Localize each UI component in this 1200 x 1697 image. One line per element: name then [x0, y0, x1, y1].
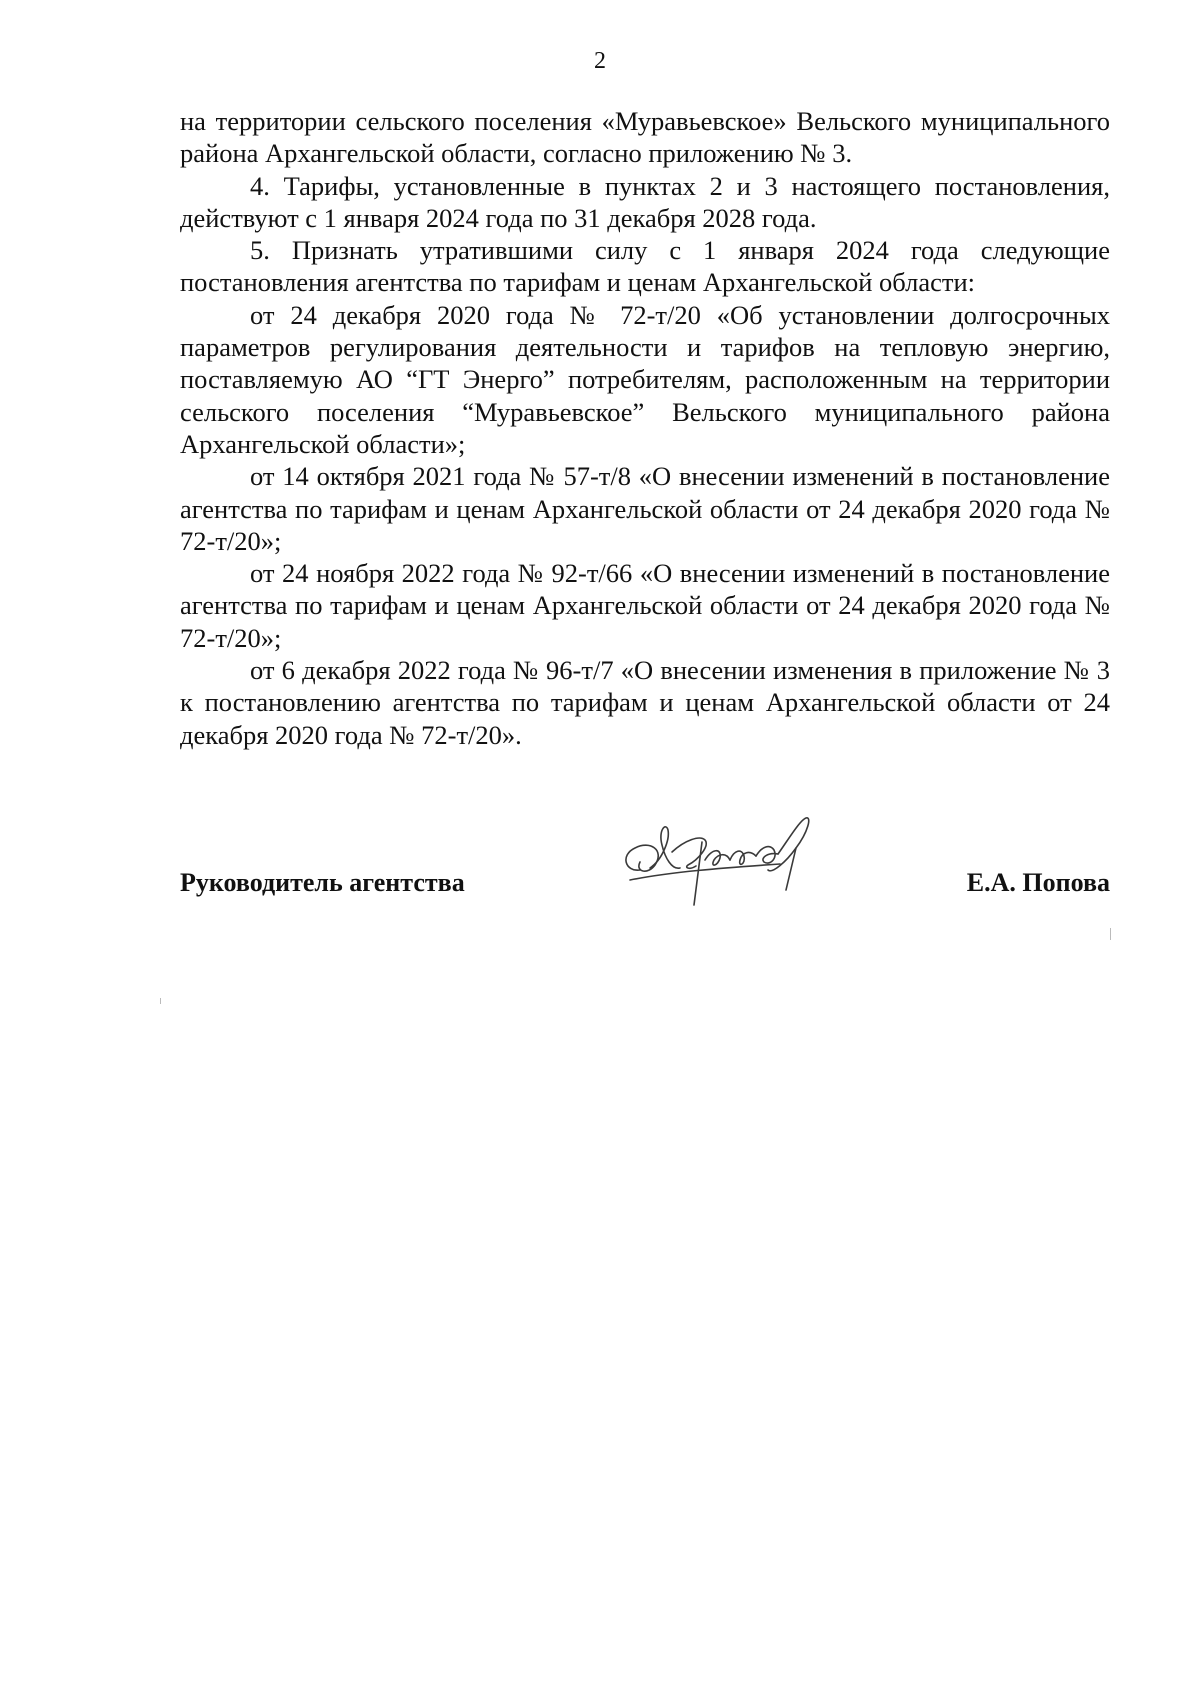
signatory-name: Е.А. Попова: [966, 868, 1110, 897]
repealed-resolution-3: от 24 ноября 2022 года № 92-т/66 «О внесении изменений в постановление агентства по тарифам и ценам Архангельской области от 24 декабря 2020 года № 72-т/20»;: [180, 558, 1110, 653]
signatory-position: Руководитель агентства: [180, 868, 465, 897]
signature-block: [180, 790, 1110, 910]
repealed-resolution-1: от 24 декабря 2020 года № 72-т/20 «Об установлении долгосрочных параметров регулирования деятельности и тарифов на тепловую энергию, поставляемую АО “ГТ Энерго” потребителям, расположенным на территории сельского поселения “Муравьевское” Вельского муниципального района Архангельской области»;: [180, 299, 1110, 459]
handwritten-signature-icon: [610, 810, 840, 920]
document-body: [180, 105, 1110, 751]
repealed-resolution-2: от 14 октября 2021 года № 57-т/8 «О внесении изменений в постановление агентства по тарифам и ценам Архангельской области от 24 декабря 2020 года № 72-т/20»;: [180, 461, 1110, 556]
repealed-resolution-4: от 6 декабря 2022 года № 96-т/7 «О внесении изменения в приложение № 3 к постановлению агентства по тарифам и ценам Архангельской области от 24 декабря 2020 года № 72-т/20».: [180, 655, 1110, 750]
paragraph-continuation: на территории сельского поселения «Муравьевское» Вельского муниципального района Архангельской области, согласно приложению № 3.: [180, 106, 1110, 169]
scan-artifact: [1110, 928, 1111, 940]
scan-artifact: [160, 998, 161, 1004]
paragraph-item-5: 5. Признать утратившими силу с 1 января 2024 года следующие постановления агентства по тарифам и ценам Архангельской области:: [180, 235, 1110, 298]
page-number: 2: [594, 48, 606, 74]
paragraph-item-4: 4. Тарифы, установленные в пунктах 2 и 3 настоящего постановления, действуют с 1 января 2024 года по 31 декабря 2028 года.: [180, 170, 1110, 233]
